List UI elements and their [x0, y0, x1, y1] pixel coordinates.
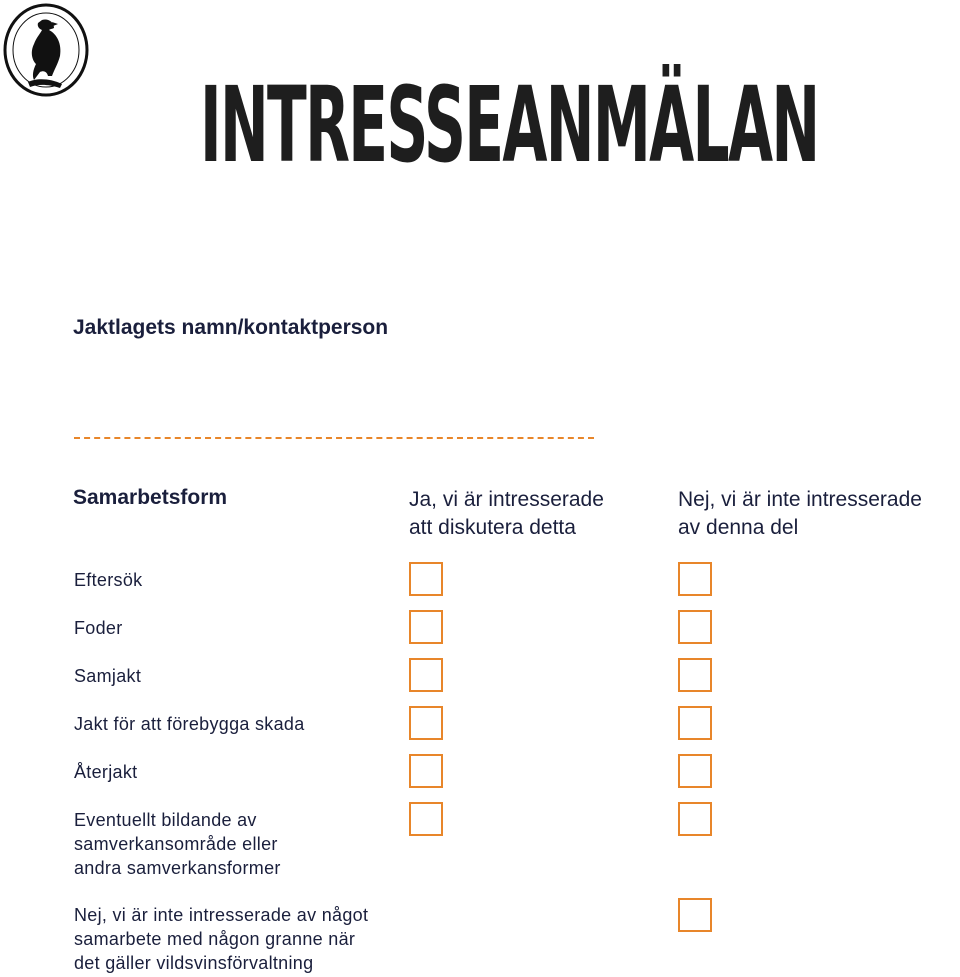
form-section-label: Samarbetsform: [73, 486, 228, 509]
column-header-yes: [409, 486, 604, 542]
eagle-emblem-icon: [2, 2, 90, 98]
page-title: INTRESSEANMÄLAN: [200, 64, 819, 186]
contact-label: Jaktlagets namn/kontaktperson: [73, 316, 389, 339]
opt-out-label: [74, 903, 368, 975]
row-label-samverkan-line2: samverkansområde eller: [74, 834, 278, 854]
row-label-eftersok: Eftersök: [74, 570, 143, 590]
opt-out-label-line1: Nej, vi är inte intresserade av något: [74, 905, 369, 925]
jagareforbundet-logo: [2, 2, 90, 98]
checkbox-no-aterjakt[interactable]: [678, 754, 712, 788]
checkbox-yes-foder[interactable]: [409, 610, 443, 644]
checkbox-no-skadejakt[interactable]: [678, 706, 712, 740]
checkbox-no-foder[interactable]: [678, 610, 712, 644]
column-header-no-line2: av denna del: [678, 516, 799, 539]
column-header-yes-line2: att diskutera detta: [409, 516, 576, 539]
checkbox-yes-eftersok[interactable]: [409, 562, 443, 596]
checkbox-yes-samverkan[interactable]: [409, 802, 443, 836]
contact-input-line[interactable]: [74, 437, 594, 439]
checkbox-no-eftersok[interactable]: [678, 562, 712, 596]
row-label-skadejakt: Jakt för att förebygga skada: [74, 714, 305, 734]
row-label-samverkan-line3: andra samverkansformer: [74, 858, 281, 878]
checkbox-yes-samjakt[interactable]: [409, 658, 443, 692]
checkbox-yes-aterjakt[interactable]: [409, 754, 443, 788]
column-header-yes-line1: Ja, vi är intresserade: [409, 488, 604, 511]
checkbox-yes-skadejakt[interactable]: [409, 706, 443, 740]
column-header-no: [678, 486, 922, 542]
opt-out-label-line3: det gäller vildsvinsförvaltning: [74, 953, 314, 973]
checkbox-no-samverkan[interactable]: [678, 802, 712, 836]
row-label-samjakt: Samjakt: [74, 666, 142, 686]
opt-out-label-line2: samarbete med någon granne när: [74, 929, 356, 949]
row-label-samverkan: [74, 808, 281, 880]
row-label-aterjakt: Återjakt: [74, 762, 138, 782]
row-label-foder: Foder: [74, 618, 123, 638]
column-header-no-line1: Nej, vi är inte intresserade: [678, 488, 922, 511]
checkbox-opt-out[interactable]: [678, 898, 712, 932]
checkbox-no-samjakt[interactable]: [678, 658, 712, 692]
row-label-samverkan-line1: Eventuellt bildande av: [74, 810, 257, 830]
